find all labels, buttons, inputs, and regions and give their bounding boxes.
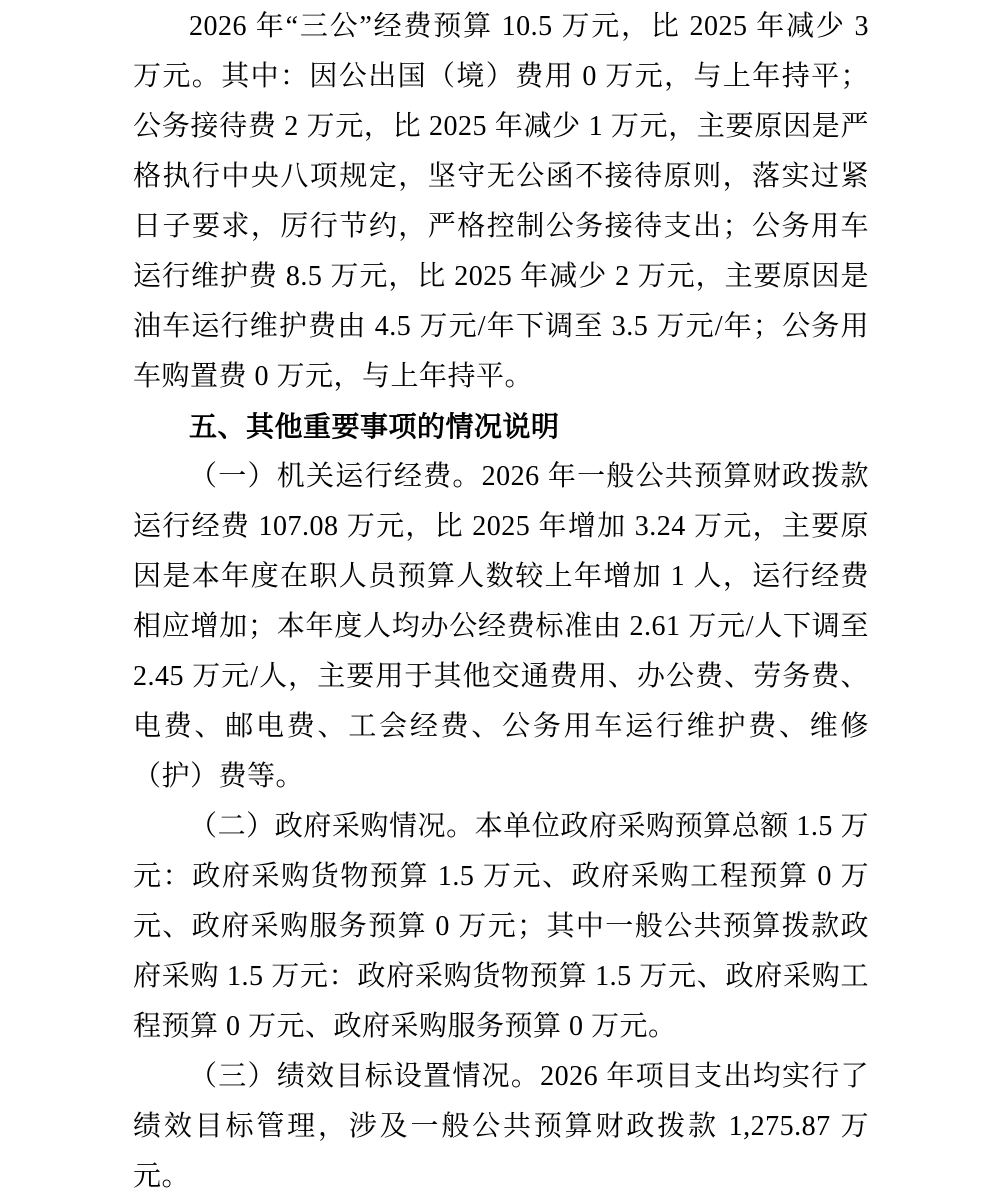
document-text-block [133,0,869,1202]
paragraph-agency-operating-expenses: （一）机关运行经费。2026 年一般公共预算财政拨款运行经费 107.08 万元，比 2025 年增加 3.24 万元，主要原因是本年度在职人员预算人数较上年增加 1 人，运行经费相应增加；本年度人均办公经费标准由 2.61 万元/人下调至 2.45 万元/人，主要用于其他交通费用、办公费、劳务费、电费、邮电费、工会经费、公务用车运行维护费、维修（护）费等。 [133,461,869,792]
section-heading-other-important-matters: 五、其他重要事项的情况说明 [189,411,560,442]
paragraph-performance-targets: （三）绩效目标设置情况。2026 年项目支出均实行了绩效目标管理，涉及一般公共预算财政拨款 1,275.87 万元。 [133,1061,869,1192]
paragraph-sangong-budget: 2026 年“三公”经费预算 10.5 万元，比 2025 年减少 3 万元。其中：因公出国（境）费用 0 万元，与上年持平；公务接待费 2 万元，比 2025 年减少 1 万元，主要原因是严格执行中央八项规定，坚守无公函不接待原则，落实过紧日子要求，厉行节约，严格控制公务接待支出；公务用车运行维护费 8.5 万元，比 2025 年减少 2 万元，主要原因是油车运行维护费由 4.5 万元/年下调至 3.5 万元/年；公务用车购置费 0 万元，与上年持平。 [133,11,869,392]
paragraph-government-procurement: （二）政府采购情况。本单位政府采购预算总额 1.5 万元：政府采购货物预算 1.5 万元、政府采购工程预算 0 万元、政府采购服务预算 0 万元；其中一般公共预算拨款政府采购 1.5 万元：政府采购货物预算 1.5 万元、政府采购工程预算 0 万元、政府采购服务预算 0 万元。 [133,811,869,1042]
